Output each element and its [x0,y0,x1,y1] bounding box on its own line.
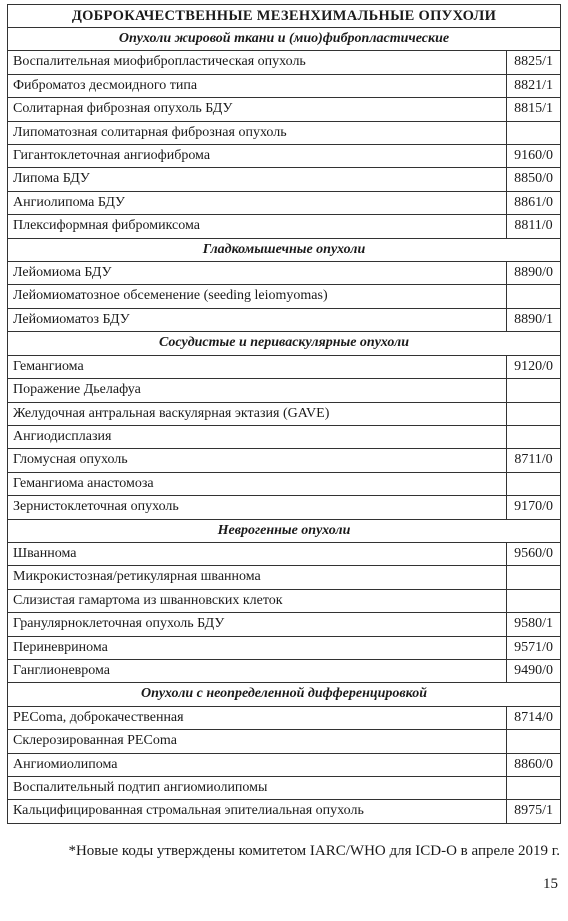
table-row [8,308,561,331]
icd-code-cell: 8815/1 [507,98,561,121]
icd-code-cell: 8890/0 [507,262,561,285]
tumor-name-cell: Воспалительная миофибропластическая опухоль [8,51,507,74]
icd-code-cell [507,777,561,800]
tumor-name-cell: Солитарная фиброзная опухоль БДУ [8,98,507,121]
icd-code-cell: 9120/0 [507,355,561,378]
icd-code-cell: 8811/0 [507,215,561,238]
table-row [8,121,561,144]
table-row [8,472,561,495]
table-row [8,542,561,565]
section-heading: Опухоли с неопределенной дифференцировкой [8,683,561,706]
tumor-name-cell: Воспалительный подтип ангиомиолипомы [8,777,507,800]
icd-code-cell: 8890/1 [507,308,561,331]
page-number: 15 [543,876,558,892]
table-row [8,98,561,121]
tumor-name-cell: Ангиолипома БДУ [8,191,507,214]
icd-code-cell: 8825/1 [507,51,561,74]
section-heading-row [8,332,561,355]
section-heading: Гладкомышечные опухоли [8,238,561,261]
table-row [8,215,561,238]
tumor-name-cell: Плексиформная фибромиксома [8,215,507,238]
icd-code-cell: 8860/0 [507,753,561,776]
section-heading: Опухоли жировой ткани и (мио)фибропластические [8,28,561,51]
table-row [8,753,561,776]
table-row [8,636,561,659]
table-row [8,145,561,168]
tumor-name-cell: Фиброматоз десмоидного типа [8,74,507,97]
tumor-name-cell: Лейомиоматозное обсеменение (seeding leiomyomas) [8,285,507,308]
icd-code-cell: 9160/0 [507,145,561,168]
table-row [8,74,561,97]
table-row [8,566,561,589]
table-title: ДОБРОКАЧЕСТВЕННЫЕ МЕЗЕНХИМАЛЬНЫЕ ОПУХОЛИ [8,5,561,28]
icd-code-cell [507,402,561,425]
tumor-name-cell: Гломусная опухоль [8,449,507,472]
tumor-name-cell: Липома БДУ [8,168,507,191]
icd-code-cell [507,285,561,308]
icd-code-cell: 8861/0 [507,191,561,214]
tumor-name-cell: Гемангиома анастомоза [8,472,507,495]
icd-code-cell [507,730,561,753]
table-row [8,589,561,612]
tumor-name-cell: Гранулярноклеточная опухоль БДУ [8,613,507,636]
icd-code-cell: 8850/0 [507,168,561,191]
tumor-name-cell: Зернистоклеточная опухоль [8,496,507,519]
table-body [8,5,561,824]
tumor-name-cell: Периневринома [8,636,507,659]
icd-code-cell [507,379,561,402]
table-row [8,800,561,823]
icd-code-cell [507,425,561,448]
table-row [8,355,561,378]
tumor-name-cell: Шваннома [8,542,507,565]
icd-code-cell: 9170/0 [507,496,561,519]
icd-code-cell: 8821/1 [507,74,561,97]
table-row [8,425,561,448]
tumor-name-cell: Ганглионеврома [8,659,507,682]
tumor-name-cell: Гигантоклеточная ангиофиброма [8,145,507,168]
icd-code-cell: 8975/1 [507,800,561,823]
icd-code-cell [507,589,561,612]
table-row [8,168,561,191]
table-title-row [8,5,561,28]
tumor-name-cell: Поражение Дьелафуа [8,379,507,402]
table-row [8,402,561,425]
table-row [8,496,561,519]
section-heading-row [8,683,561,706]
section-heading-row [8,519,561,542]
section-heading-row [8,238,561,261]
tumor-name-cell: Желудочная антральная васкулярная эктазия (GAVE) [8,402,507,425]
document-page [7,4,560,824]
table-row [8,706,561,729]
table-row [8,730,561,753]
tumor-name-cell: Слизистая гамартома из шванновских клеток [8,589,507,612]
tumor-name-cell: Лейомиома БДУ [8,262,507,285]
icd-code-cell: 9560/0 [507,542,561,565]
table-row [8,659,561,682]
icd-code-cell: 9490/0 [507,659,561,682]
tumor-name-cell: Ангиомиолипома [8,753,507,776]
tumor-name-cell: Микрокистозная/ретикулярная шваннома [8,566,507,589]
table-row [8,777,561,800]
section-heading: Сосудистые и периваскулярные опухоли [8,332,561,355]
section-heading-row [8,28,561,51]
tumor-name-cell: Липоматозная солитарная фиброзная опухоль [8,121,507,144]
tumor-name-cell: Лейомиоматоз БДУ [8,308,507,331]
icd-code-cell [507,472,561,495]
icd-code-cell: 9571/0 [507,636,561,659]
footnote: *Новые коды утверждены комитетом IARC/WHO для ICD-O в апреле 2019 г. [68,843,560,859]
section-heading: Неврогенные опухоли [8,519,561,542]
icd-code-cell [507,121,561,144]
tumor-name-cell: Кальцифицированная стромальная эпителиальная опухоль [8,800,507,823]
table-row [8,613,561,636]
icd-code-cell: 8714/0 [507,706,561,729]
icd-code-cell [507,566,561,589]
table-row [8,51,561,74]
tumor-name-cell: Склерозированная PEComa [8,730,507,753]
table-row [8,449,561,472]
icd-code-cell: 8711/0 [507,449,561,472]
table-row [8,285,561,308]
tumor-classification-table [7,4,561,824]
tumor-name-cell: Гемангиома [8,355,507,378]
table-row [8,191,561,214]
icd-code-cell: 9580/1 [507,613,561,636]
tumor-name-cell: PEComa, доброкачественная [8,706,507,729]
table-row [8,379,561,402]
table-row [8,262,561,285]
tumor-name-cell: Ангиодисплазия [8,425,507,448]
